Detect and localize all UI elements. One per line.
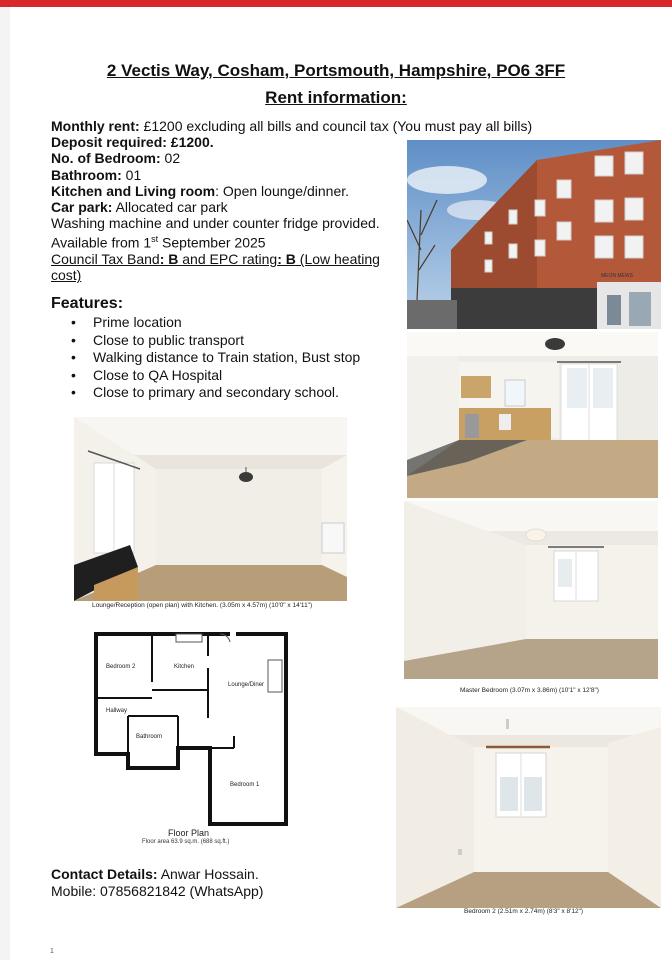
room-lounge-label: Lounge/Diner <box>228 682 265 688</box>
deposit-text: Deposit required: £1200. <box>51 134 214 151</box>
carpark-value: Allocated car park <box>112 199 228 216</box>
lounge-photo <box>74 417 347 601</box>
master-bedroom-photo <box>404 501 658 679</box>
epc-note: (Low heating <box>295 251 380 268</box>
availability-post: September 2025 <box>158 235 266 252</box>
feature-item: • Walking distance to Train station, Bust stop <box>51 349 360 367</box>
kitchen-label: Kitchen and Living room <box>51 182 216 199</box>
building-sign: MEON MEWS <box>601 273 633 279</box>
availability-sup: st <box>151 234 159 245</box>
council-tax-band: : B <box>159 251 179 268</box>
room-hallway-label: Hallway <box>106 708 128 714</box>
contact-details <box>51 866 263 900</box>
features-list <box>51 314 360 402</box>
master-bedroom-caption: Master Bedroom (3.07m x 3.86m) (10'1" x 12'8") <box>460 687 599 694</box>
carpark-label: Car park: <box>51 199 113 216</box>
floor-plan-area: Floor area 63.9 sq.m. (688 sq.ft.) <box>142 839 230 845</box>
appliances-line: Washing machine and under counter fridge provided. <box>51 215 380 232</box>
lounge-caption: Lounge/Reception (open plan) with Kitchen. (3.05m x 4.57m) (10'0" x 14'11") <box>92 602 313 609</box>
availability-pre: Available from 1 <box>51 235 152 252</box>
floor-plan <box>88 626 298 828</box>
bedroom2-caption: Bedroom 2 (2.51m x 2.74m) (8'3" x 8'12") <box>464 908 584 915</box>
room-bathroom-label: Bathroom <box>136 734 163 740</box>
contact-label: Contact Details: <box>51 866 158 882</box>
room-bedroom2-label: Bedroom 2 <box>106 664 136 670</box>
feature-item: • Close to QA Hospital <box>51 367 360 385</box>
monthly-rent-value: £1200 excluding all bills and council tax (You must pay all bills) <box>139 118 533 134</box>
feature-item: • Prime location <box>51 314 360 332</box>
features-heading: Features: <box>51 295 124 312</box>
contact-mobile: Mobile: 07856821842 (WhatsApp) <box>51 883 264 899</box>
monthly-rent-label: Monthly rent: <box>51 118 140 134</box>
feature-item: • Close to primary and secondary school. <box>51 384 360 402</box>
kitchen-photo <box>407 332 658 498</box>
bedroom2-photo <box>396 707 661 908</box>
kitchen-value: : Open lounge/dinner. <box>215 182 350 199</box>
room-kitchen-label: Kitchen <box>174 664 195 670</box>
bathroom-label: Bathroom: <box>51 166 122 183</box>
monthly-rent-line <box>51 118 532 134</box>
bathroom-value: 01 <box>121 166 142 183</box>
feature-item: • Close to public transport <box>51 332 360 350</box>
room-bedroom1-label: Bedroom 1 <box>230 782 260 788</box>
council-tax-label: Council Tax Band <box>51 251 160 268</box>
epc-label: and EPC rating <box>178 251 278 268</box>
building-exterior-photo <box>407 140 661 329</box>
top-accent-bar <box>0 0 672 7</box>
epc-rating: : B <box>277 251 296 268</box>
floor-plan-title: Floor Plan <box>168 828 210 838</box>
epc-note-cont: cost) <box>51 267 82 284</box>
contact-name: Anwar Hossain. <box>157 866 259 882</box>
address-heading: 2 Vectis Way, Cosham, Portsmouth, Hampshire, PO6 3FF <box>106 61 566 80</box>
page-number: 1 <box>50 948 54 955</box>
contact-name-line <box>51 866 263 883</box>
rent-info-heading: Rent information: <box>265 88 407 107</box>
bedrooms-value: 02 <box>160 150 181 167</box>
bedrooms-label: No. of Bedroom: <box>51 150 161 167</box>
